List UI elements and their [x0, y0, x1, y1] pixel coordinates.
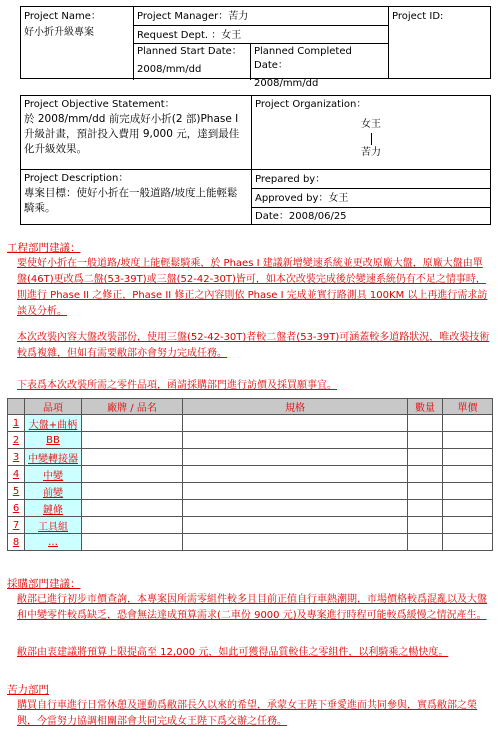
header-price: 單價 [443, 399, 493, 415]
org-top: 女王 [361, 119, 381, 130]
request-dept: Request Dept. ：女王 [133, 25, 388, 43]
row-brand [82, 415, 183, 432]
parts-intro: 下表爲本次改裝所需之零件品項，函請採購部門進行訪價及採買願事宜。 [17, 380, 337, 391]
row-spec [183, 534, 408, 551]
project-manager: Project Manager：苦力 [133, 7, 388, 25]
row-price [443, 432, 493, 449]
row-qty [408, 449, 443, 466]
parts-table [7, 398, 493, 551]
objective-text: 於 2008/mm/dd 前完成好小折(2 部)Phase I 升級計畫，預計投入費用 9,000 元，達到最佳化升級效果。 [24, 113, 240, 155]
row-brand [82, 534, 183, 551]
row-item: 大盤+曲柄 [25, 415, 82, 432]
purchasing-paragraph-2: 敝部由衷建議將預算上限提高至 12,000 元，如此可獲得品質較佳之零組件，以利騎乘之暢快度。 [17, 647, 449, 658]
row-spec [183, 517, 408, 534]
planned-start-value: 2008/mm/dd [137, 64, 202, 75]
description-text: 專案目標：使好小折在一般道路/坡度上能輕鬆騎乘。 [24, 187, 238, 214]
org-bottom: 苦力 [361, 147, 381, 158]
row-brand [82, 466, 183, 483]
row-price [443, 500, 493, 517]
table-row [8, 483, 493, 500]
row-item: 前變 [25, 483, 82, 500]
row-price [443, 534, 493, 551]
project-detail-table [20, 95, 491, 225]
header-spec: 規格 [183, 399, 408, 415]
row-spec [183, 483, 408, 500]
prepared-by: Prepared by： [251, 169, 490, 188]
header-num [8, 399, 25, 415]
table-row [8, 500, 493, 517]
planned-completed [250, 43, 388, 89]
row-brand [82, 500, 183, 517]
date-field: Date：2008/06/25 [251, 207, 490, 224]
row-item: 鏈條 [25, 500, 82, 517]
engineering-paragraph-2: 本次改裝內容大盤改裝部份，使用三盤(52-42-30T)者較二盤者(53-39T)可涵蓋較多道路狀況，唯改裝技術較爲複雜，但如有需要敝部亦會努力完成任務。 [17, 332, 490, 359]
row-num: 8 [8, 534, 25, 551]
row-qty [408, 466, 443, 483]
row-item: BB [25, 432, 82, 449]
row-qty [408, 534, 443, 551]
row-qty [408, 483, 443, 500]
row-item: 中變 [25, 466, 82, 483]
row-qty [408, 500, 443, 517]
row-num: 6 [8, 500, 25, 517]
row-qty [408, 415, 443, 432]
row-item: 中變轉接器 [25, 449, 82, 466]
row-price [443, 517, 493, 534]
row-spec [183, 432, 408, 449]
project-name-value: 好小折升級專案 [24, 27, 94, 38]
objective-cell [21, 96, 251, 169]
project-name-label: Project Name： [24, 11, 101, 22]
row-item: 工具組 [25, 517, 82, 534]
approved-by: Approved by：女王 [251, 188, 490, 207]
row-spec [183, 449, 408, 466]
row-spec [183, 466, 408, 483]
row-price [443, 415, 493, 432]
row-brand [82, 432, 183, 449]
table-row [8, 432, 493, 449]
header-item: 品項 [25, 399, 82, 415]
row-price [443, 449, 493, 466]
table-row [8, 534, 493, 551]
row-num: 3 [8, 449, 25, 466]
row-price [443, 466, 493, 483]
parts-header-row [8, 399, 493, 415]
purchasing-paragraph-1: 敝部已進行初步市價查詢，本專案因所需零組件較多且目前正值自行車熱潮期，市場價格較爲混亂以及大盤和中變零件較爲缺乏，恐會無法達成預算需求(二車份 9000 元)及專案進行時程可能較爲緩慢之情況產生。 [17, 594, 487, 621]
row-num: 2 [8, 432, 25, 449]
planned-start [133, 43, 250, 80]
org-connector [371, 133, 372, 145]
organization-label: Project Organization： [255, 99, 367, 110]
engineering-paragraph-1: 要使好小折在一般道路/坡度上能輕鬆騎乘，於 Phaes I 建議新增變速系統並更改原廠大盤，原廠大盤由單盤(46T)更改爲二盤(53-39T)或三盤(52-42-30T)皆可，如本次改裝完成後於變速系統仍有不足之情事時，則進行 Phase II 之修正，Phase II 修正之內容則依 Phase I 完成並實行路測具 100KM 以上再進行需求訪談及分析。 [17, 258, 488, 317]
table-row [8, 449, 493, 466]
planned-completed-label: Planned Completed Date： [254, 46, 352, 71]
table-row [8, 415, 493, 432]
row-num: 4 [8, 466, 25, 483]
engineering-title: 工程部門建議： [7, 242, 81, 254]
organization-cell [251, 96, 490, 169]
labor-title: 苦力部門 [7, 684, 49, 696]
header-qty: 數量 [408, 399, 443, 415]
row-qty [408, 432, 443, 449]
description-cell [21, 169, 251, 224]
row-num: 5 [8, 483, 25, 500]
planned-completed-value: 2008/mm/dd [254, 78, 319, 89]
row-price [443, 483, 493, 500]
table-row [8, 517, 493, 534]
row-brand [82, 449, 183, 466]
row-item: … [25, 534, 82, 551]
project-id: Project ID: [388, 7, 490, 78]
labor-paragraph-1: 購買自行車進行日常休憩及運動爲敝部長久以來的希望，承蒙女王陛下垂愛進而共同參與，實爲敝部之榮興，今當努力協調相關部會共同完成女王陛下爲交辦之任務。 [17, 700, 477, 727]
header-brand: 廠牌 / 品名 [82, 399, 183, 415]
row-num: 1 [8, 415, 25, 432]
row-num: 7 [8, 517, 25, 534]
row-brand [82, 483, 183, 500]
planned-start-label: Planned Start Date： [137, 46, 242, 57]
objective-label: Project Objective Statement： [24, 99, 175, 110]
row-brand [82, 517, 183, 534]
project-header-table [20, 6, 491, 89]
description-label: Project Description： [24, 173, 129, 184]
row-spec [183, 500, 408, 517]
table-row [8, 466, 493, 483]
row-spec [183, 415, 408, 432]
purchasing-title: 採購部門建議： [7, 578, 81, 590]
row-qty [408, 517, 443, 534]
